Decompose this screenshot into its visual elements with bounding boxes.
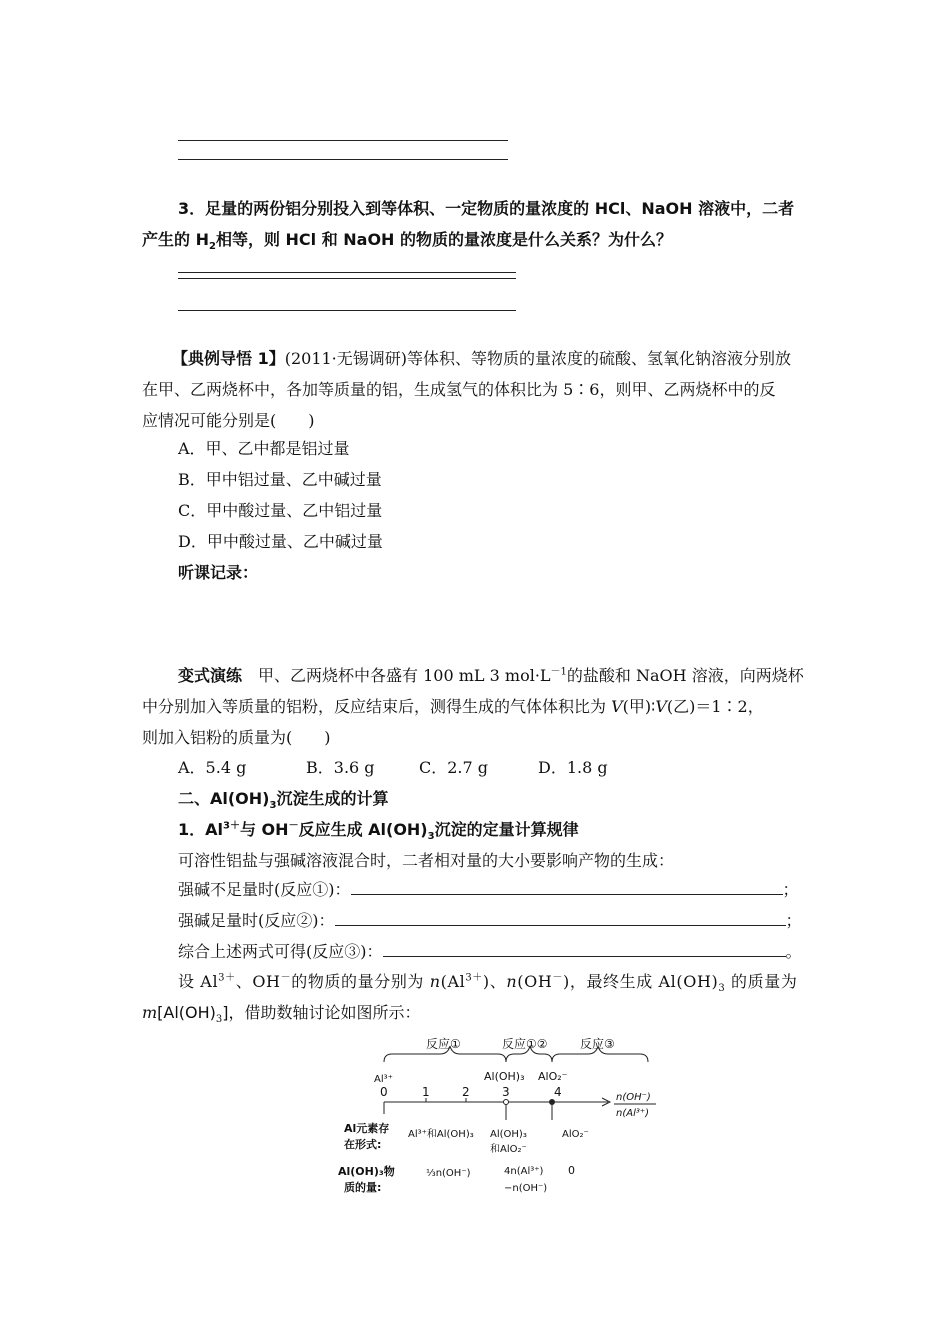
amount-label-line2: 质的量: — [344, 1181, 382, 1194]
variant-block: 变式演练 甲、乙两烧杯中各盛有 100 mL 3 $mol\cdot L^{-1}$的盐酸和 NaOH 溶液，向两烧杯 中分别加入等质量的铝粉，反应结束后，测得生成的气体体积比为 V(甲)∶V(乙)＝1∶2， 则加入铝粉的质量为( ) — [142, 666, 804, 747]
form-and-alo2: 和AlO₂⁻ — [490, 1144, 527, 1155]
label-reaction-12: 反应①② — [502, 1037, 548, 1051]
intro-text: 可溶性铝盐与强碱溶液混合时，二者相对量的大小要影响产物的生成： — [178, 851, 675, 870]
label-reaction-1: 反应① — [426, 1037, 461, 1051]
question-number: 3． — [178, 199, 206, 218]
form-al3-aloh3: Al³⁺和Al(OH)₃ — [408, 1129, 474, 1140]
variant-option-d[interactable]: D．1.8 g — [538, 758, 608, 777]
section-title: 二、$Al(OH)_3$沉淀生成的计算 — [178, 789, 389, 812]
tick-label-0: 0 — [380, 1085, 388, 1099]
tick-label-1: 1 — [422, 1085, 430, 1099]
amount-reaction-2b: −n(OH⁻) — [504, 1183, 548, 1194]
reaction-3-blank[interactable] — [383, 942, 786, 957]
option-c[interactable]: C．甲中酸过量、乙中铝过量 — [178, 501, 383, 520]
answer-line[interactable] — [178, 310, 516, 311]
answer-line[interactable] — [178, 278, 516, 279]
answer-line[interactable] — [178, 272, 516, 273]
variant-option-a[interactable]: A．5.4 g — [178, 758, 247, 777]
label-reaction-3: 反应③ — [580, 1037, 615, 1051]
reaction-1-row: 强碱不足量时(反应①)： ； — [178, 880, 799, 899]
example-block: 【典例导悟 1】(2011·无锡调研)等体积、等物质的量浓度的硫酸、氢氧化钠溶液分别放 在甲、乙两烧杯中，各加等质量的铝，生成氢气的体积比为 5∶6，则甲、乙两烧杯中的反 应情况可能分别是( ) — [142, 349, 792, 430]
form-aloh3: Al(OH)₃ — [490, 1129, 527, 1140]
amount-label-line1: Al(OH)₃物 — [338, 1165, 395, 1178]
tick-label-3: 3 — [502, 1085, 510, 1099]
example-tag: 【典例导悟 1】 — [172, 349, 285, 368]
form-alo2: AlO₂⁻ — [562, 1129, 589, 1140]
form-label-line1: Al元素存 — [344, 1122, 390, 1135]
label-alo2-top: AlO₂⁻ — [538, 1070, 568, 1083]
tick-label-4: 4 — [554, 1085, 562, 1099]
option-d[interactable]: D．甲中酸过量、乙中碱过量 — [178, 532, 383, 551]
amount-reaction-1: ⅓n(OH⁻) — [426, 1168, 471, 1179]
reaction-1-blank[interactable] — [351, 880, 783, 895]
answer-line[interactable] — [178, 159, 508, 160]
amount-zero: 0 — [568, 1164, 575, 1177]
variant-option-b[interactable]: B．3.6 g — [306, 758, 375, 777]
rule-heading: 1．$Al^{3+}$与 OH－反应生成 $Al(OH)_3$沉淀的定量计算规律 — [178, 820, 579, 843]
setup-paragraph: 设 $Al^{3+}$、OH－的物质的量分别为 $n(Al^{3+})$、n(OH－)，最终生成 $Al(OH)_3$ 的质量为 $m[Al(OH)_3]$，借助数轴讨论如图所示： — [142, 972, 798, 1026]
option-b[interactable]: B．甲中铝过量、乙中碱过量 — [178, 470, 382, 489]
reaction-2-row: 强碱足量时(反应②)： ； — [178, 911, 802, 930]
axis-label-numerator: n(OH⁻) — [616, 1092, 651, 1103]
variant-tag: 变式演练 — [178, 666, 243, 685]
point-3 — [504, 1100, 509, 1105]
label-aloh3-top: Al(OH)₃ — [484, 1070, 525, 1083]
question-3: 3．足量的两份铝分别投入到等体积、一定物质的量浓度的 HCl、NaOH 溶液中，二者 产生的 $H_2$相等，则 HCl 和 NaOH 的物质的量浓度是什么关系？为什么？ — [142, 199, 795, 253]
reaction-2-blank[interactable] — [335, 911, 786, 926]
notes-label: 听课记录： — [178, 563, 259, 582]
form-label-line2: 在形式: — [344, 1138, 382, 1151]
variant-option-c[interactable]: C．2.7 g — [419, 758, 489, 777]
option-a[interactable]: A．甲、乙中都是铝过量 — [178, 439, 350, 458]
tick-label-2: 2 — [462, 1085, 470, 1099]
amount-reaction-2a: 4n(Al³⁺) — [504, 1166, 544, 1177]
number-line-diagram — [330, 1030, 670, 1205]
axis-label-denominator: n(Al³⁺) — [616, 1108, 650, 1119]
answer-line[interactable] — [178, 140, 508, 141]
point-4 — [550, 1100, 555, 1105]
reaction-3-row: 综合上述两式可得(反应③)： 。 — [178, 942, 802, 961]
label-al3: Al³⁺ — [374, 1074, 393, 1085]
